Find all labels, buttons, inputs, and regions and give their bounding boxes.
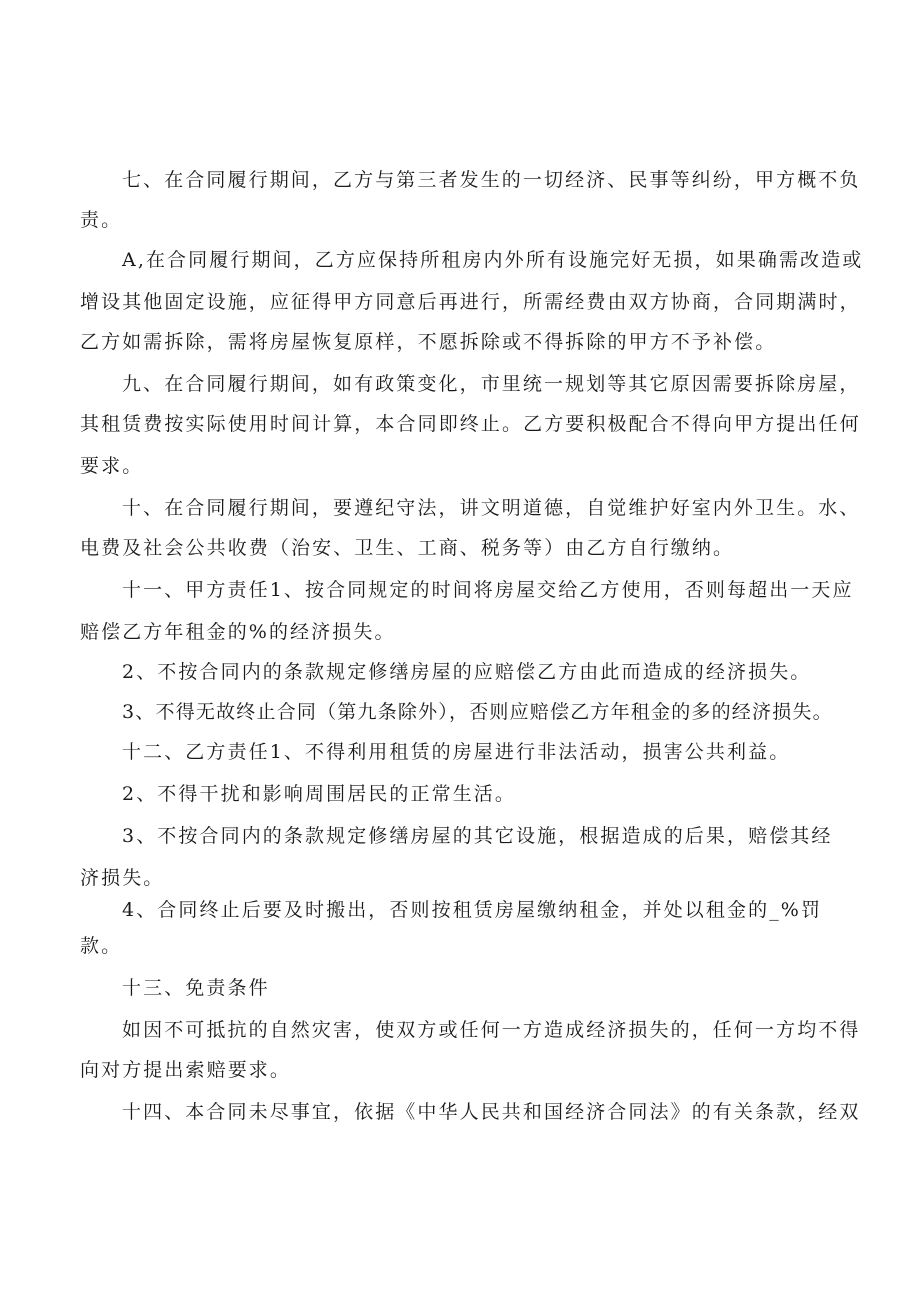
clause-12-item-3-line-2: 济损失。 [80, 867, 165, 889]
clause-10-line-1: 十、在合同履行期间，要遵纪守法，讲文明道德，自觉维护好室内外卫生。水、 [122, 497, 861, 519]
clause-11-line-2: 赔偿乙方年租金的%的经济损失。 [80, 621, 396, 643]
clause-12-item-4-line-2: 款。 [80, 935, 123, 957]
clause-9-line-3: 要求。 [80, 455, 144, 477]
clause-9-line-2: 其租赁费按实际使用时间计算，本合同即终止。乙方要积极配合不得向甲方提出任何 [80, 413, 861, 435]
clause-11-item-3: 3、不得无故终止合同（第九条除外），否则应赔偿乙方年租金的多的经济损失。 [122, 701, 833, 723]
clause-13-line-2: 向对方提出索赔要求。 [80, 1059, 292, 1081]
clause-11-line-1: 十一、甲方责任1、按合同规定的时间将房屋交给乙方使用，否则每超出一天应 [122, 579, 854, 601]
clause-12-item-2: 2、不得干扰和影响周围居民的正常生活。 [122, 783, 516, 805]
clause-11-item-2: 2、不按合同内的条款规定修缮房屋的应赔偿乙方由此而造成的经济损失。 [122, 661, 812, 683]
clause-14-line-1: 十四、本合同未尽事宜，依据《中华人民共和国经济合同法》的有关条款，经双 [122, 1101, 861, 1123]
clause-7-line-2: 责。 [80, 209, 123, 231]
clause-12-item-3-line-1: 3、不按合同内的条款规定修缮房屋的其它设施，根据造成的后果，赔偿其经 [122, 825, 833, 847]
clause-7-line-1: 七、在合同履行期间，乙方与第三者发生的一切经济、民事等纠纷，甲方概不负 [122, 169, 861, 191]
clause-10-line-2: 电费及社会公共收费（治安、卫生、工商、税务等）由乙方自行缴纳。 [80, 537, 735, 559]
clause-13-heading: 十三、免责条件 [122, 977, 270, 999]
clause-12-item-4-line-1: 4、合同终止后要及时搬出，否则按租赁房屋缴纳租金，并处以租金的_%罚 [122, 899, 823, 921]
clause-8-line-3: 乙方如需拆除，需将房屋恢复原样，不愿拆除或不得拆除的甲方不予补偿。 [80, 331, 777, 353]
clause-8-line-2: 增设其他固定设施，应征得甲方同意后再进行，所需经费由双方协商，合同期满时， [80, 291, 861, 313]
clause-9-line-1: 九、在合同履行期间，如有政策变化，市里统一规划等其它原因需要拆除房屋， [122, 373, 861, 395]
clause-13-line-1: 如因不可抵抗的自然灾害，使双方或任何一方造成经济损失的，任何一方均不得 [122, 1019, 861, 1041]
clause-12-line-1: 十二、乙方责任1、不得利用租赁的房屋进行非法活动，损害公共利益。 [122, 741, 791, 763]
clause-8-line-1: A,在合同履行期间，乙方应保持所租房内外所有设施完好无损，如果确需改造或 [122, 249, 864, 271]
